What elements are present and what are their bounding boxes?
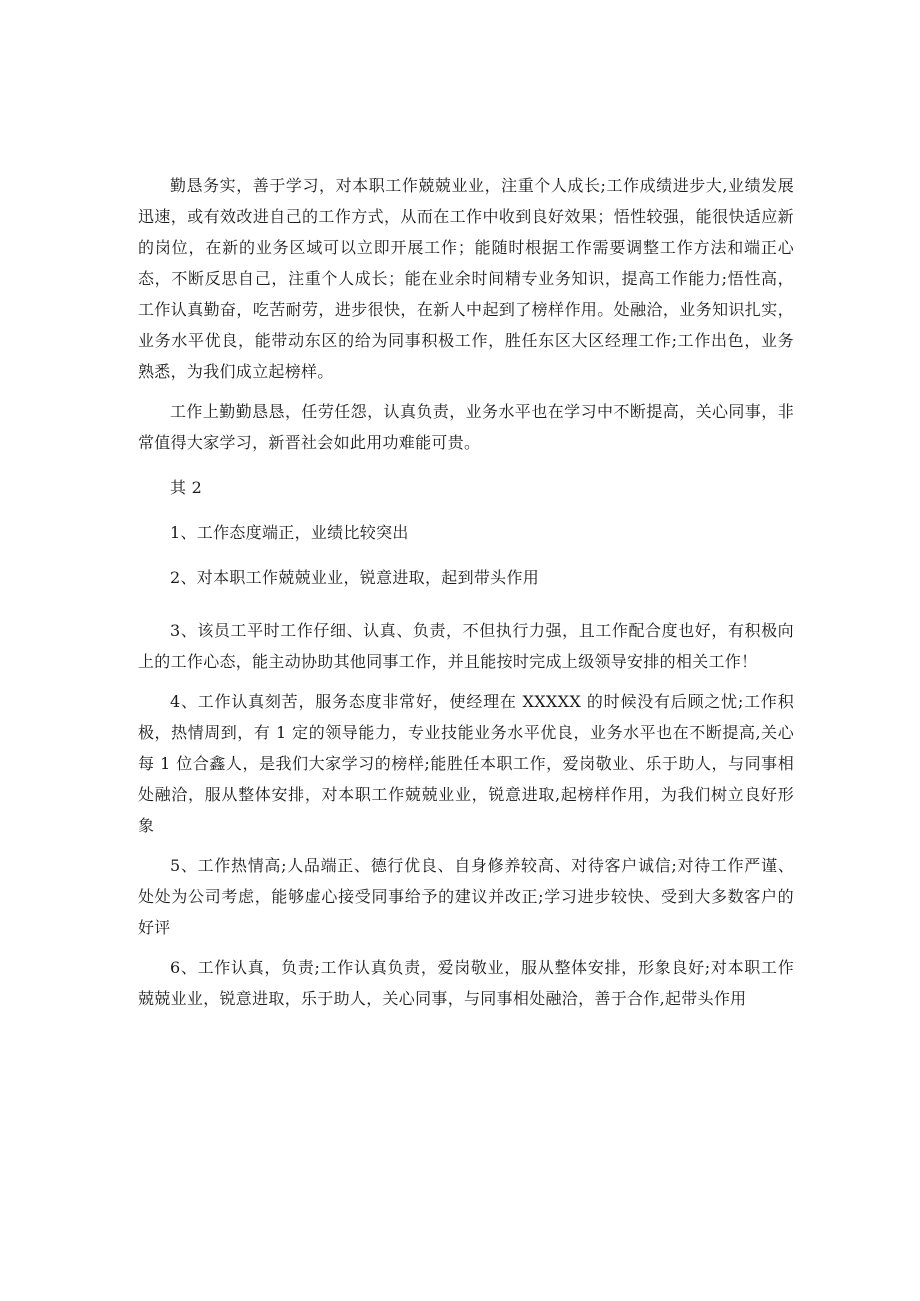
list-item-6: 6、工作认真，负责;工作认真负责，爱岗敬业，服从整体安排，形象良好;对本职工作兢兢业业，锐意进取，乐于助人，关心同事，与同事相处融洽，善于合作,起带头作用 [138,958,794,1008]
list-item-1: 1、工作态度端正，业绩比较突出 [170,523,409,542]
list-item-2: 2、对本职工作兢兢业业，锐意进取，起到带头作用 [170,568,540,587]
list-item-3: 3、该员工平时工作仔细、认真、负责，不但执行力强，且工作配合度也好，有积极向上的工作心态，能主动协助其他同事工作，并且能按时完成上级领导安排的相关工作！ [138,621,794,671]
paragraph-1: 勤恳务实，善于学习，对本职工作兢兢业业，注重个人成长;工作成绩进步大,业绩发展迅速，或有效改进自己的工作方式，从而在工作中收到良好效果；悟性较强，能很快适应新的岗位，在新的业务区域可以立即开展工作；能随时根据工作需要调整工作方法和端正心态，不断反思自己，注重个人成长；能在业余时间精专业务知识，提高工作能力;悟性高，工作认真勤奋，吃苦耐劳，进步很快，在新人中起到了榜样作用。处融洽，业务知识扎实，业务水平优良，能带动东区的给为同事积极工作，胜任东区大区经理工作;工作出色，业务熟悉，为我们成立起榜样。 [138,176,794,381]
list-item-4: 4、工作认真刻苦，服务态度非常好，使经理在 XXXXX 的时候没有后顾之忧;工作积极，热情周到，有 1 定的领导能力，专业技能业务水平优良，业务水平也在不断提高,关心每 1 位合鑫人，是我们大家学习的榜样;能胜任本职工作，爱岗敬业、乐于助人，与同事相处融洽，服从整体安排，对本职工作兢兢业业，锐意进取,起榜样作用，为我们树立良好形象 [138,692,794,835]
section-heading: 其 2 [170,478,203,497]
document-body [138,170,794,1014]
list-item-5: 5、工作热情高;人品端正、德行优良、自身修养较高、对待客户诚信;对待工作严谨、处处为公司考虑，能够虚心接受同事给予的建议并改正;学习进步较快、受到大多数客户的好评 [138,856,794,937]
paragraph-2: 工作上勤勤恳恳，任劳任怨，认真负责，业务水平也在学习中不断提高，关心同事，非常值得大家学习，新晋社会如此用功难能可贵。 [138,402,794,452]
